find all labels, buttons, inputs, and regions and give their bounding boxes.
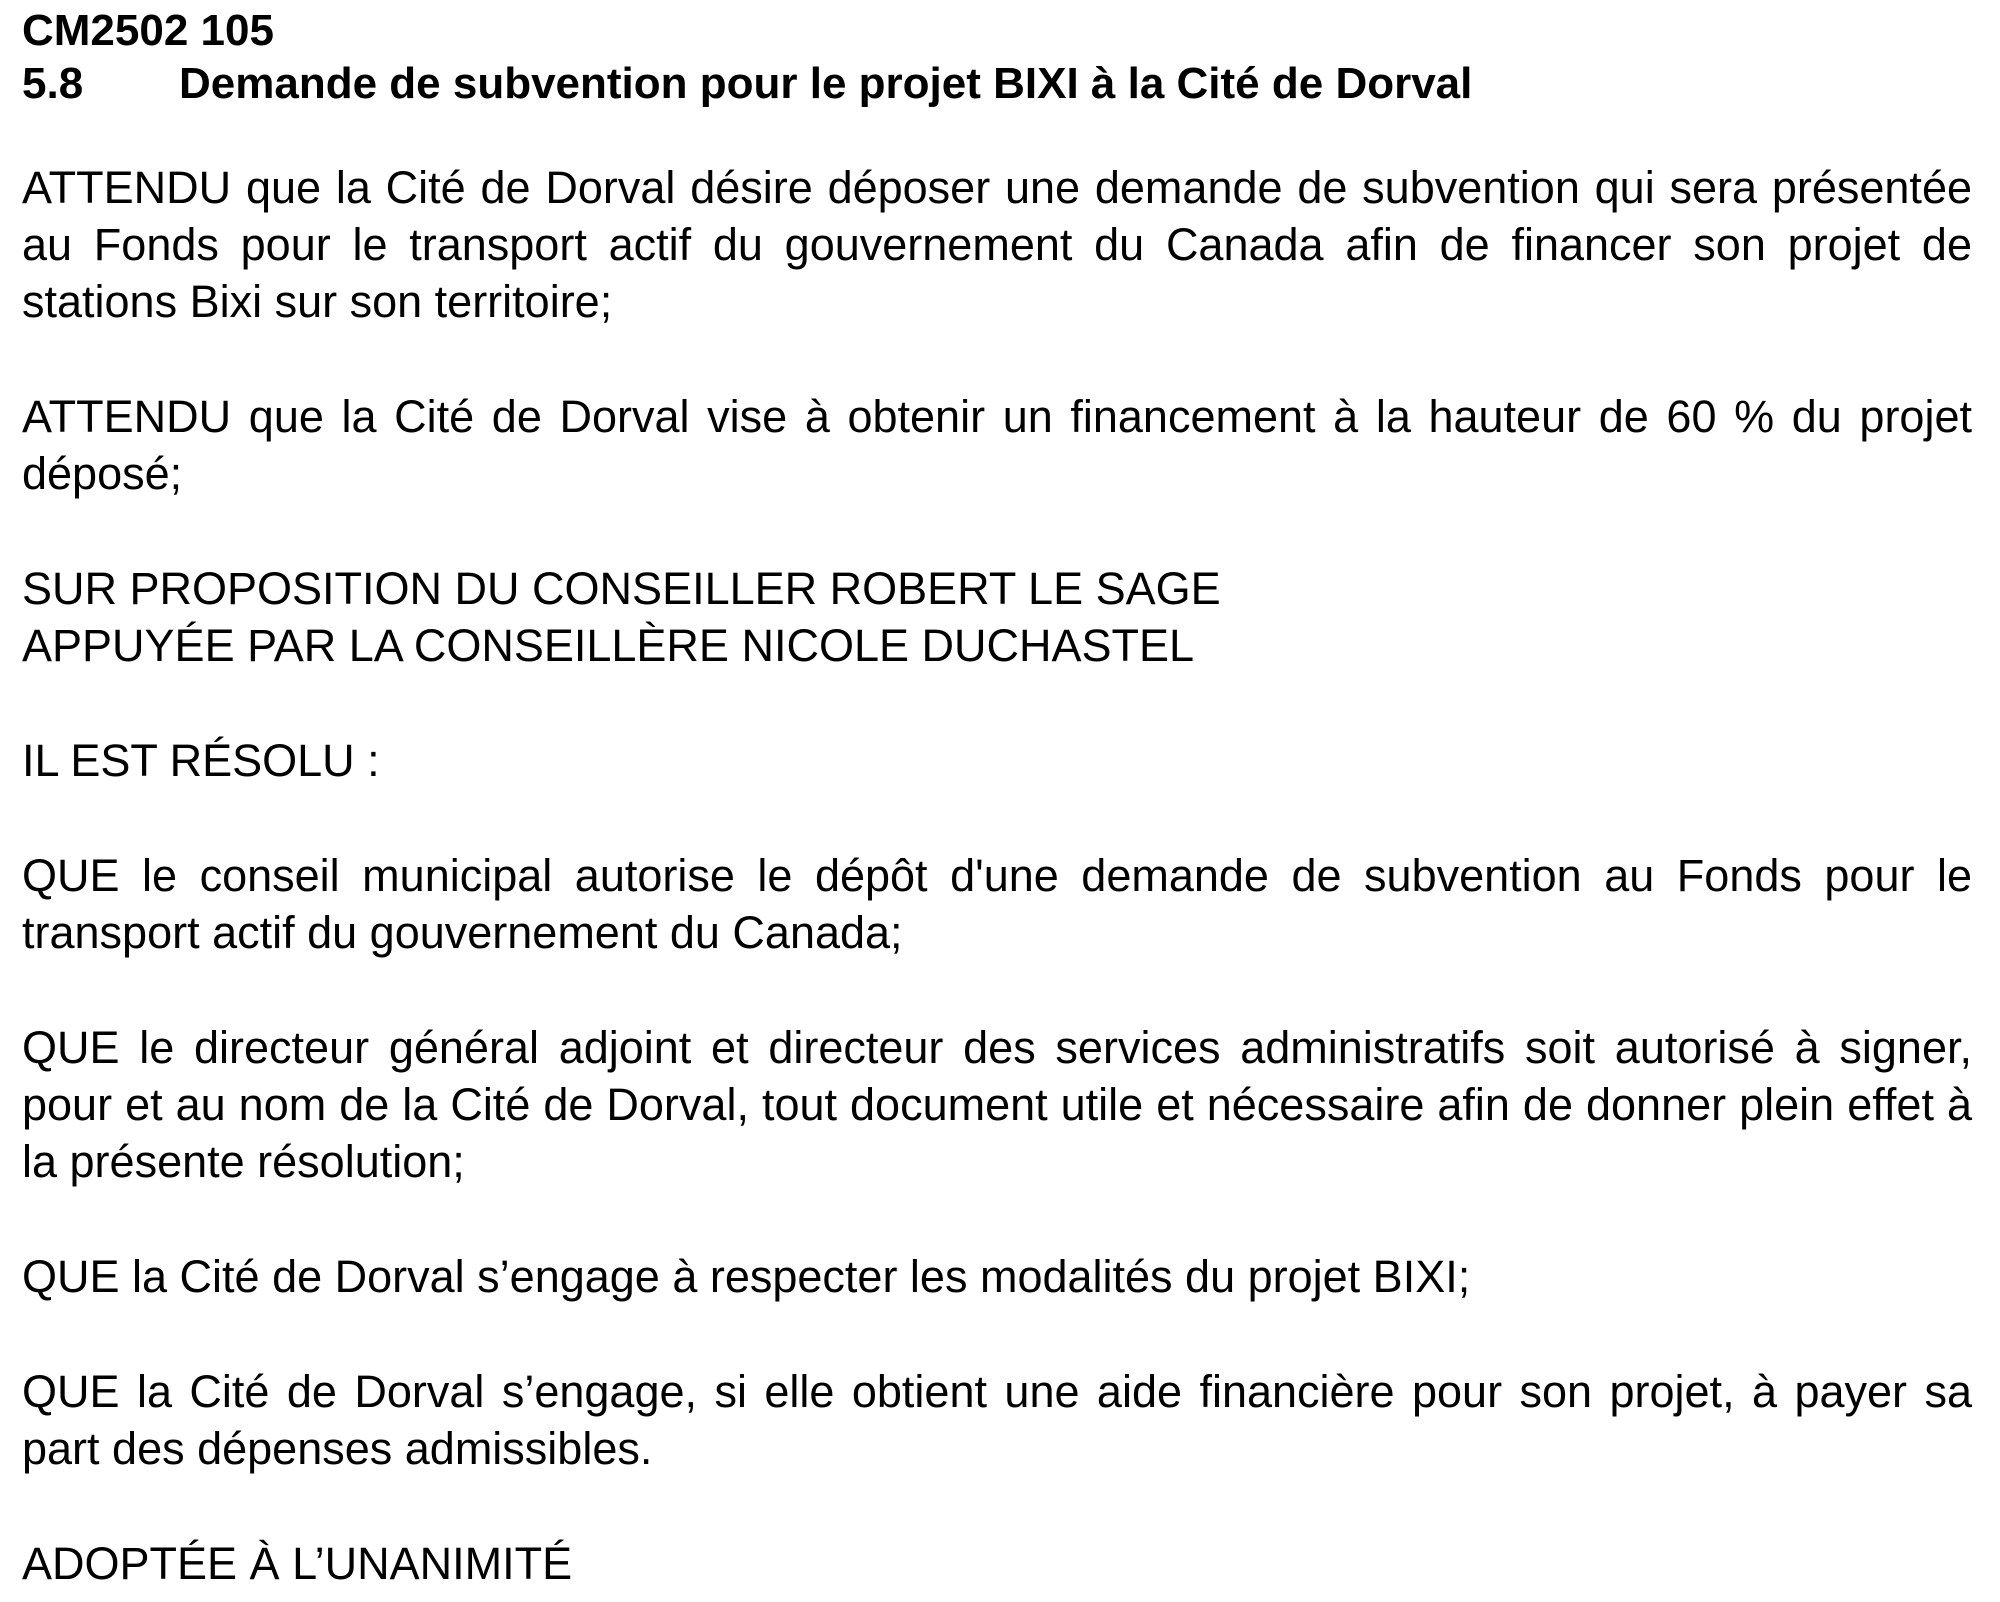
section-heading (22, 56, 1972, 112)
resolved-heading: IL EST RÉSOLU : (22, 735, 380, 786)
whereas-paragraph-2: ATTENDU que la Cité de Dorval vise à obtenir un financement à la hauteur de 60 % du projet déposé; (22, 391, 1972, 499)
whereas-paragraph-1: ATTENDU que la Cité de Dorval désire déposer une demande de subvention qui sera présentée au Fonds pour le transport actif du gouvernement du Canada afin de financer son projet de stations Bixi sur son territoire; (22, 162, 1972, 327)
resolution-clause-4: QUE la Cité de Dorval s’engage, si elle obtient une aide financière pour son projet, à payer sa part des dépenses admissibles. (22, 1366, 1972, 1474)
moved-by-line: SUR PROPOSITION DU CONSEILLER ROBERT LE SAGE (22, 563, 1221, 614)
document-page (22, 6, 1972, 1592)
motion-block (22, 560, 1972, 674)
resolution-clause-3: QUE la Cité de Dorval s’engage à respecter les modalités du projet BIXI; (22, 1251, 1471, 1302)
section-title: Demande de subvention pour le projet BIXI à la Cité de Dorval (179, 59, 1473, 108)
resolution-clause-2: QUE le directeur général adjoint et directeur des services administratifs soit autorisé à signer, pour et au nom de la Cité de Dorval, tout document utile et nécessaire afin de donner plein effet à la présente résolution; (22, 1022, 1972, 1187)
section-number: 5.8 (22, 59, 84, 108)
seconded-by-line: APPUYÉE PAR LA CONSEILLÈRE NICOLE DUCHASTEL (22, 620, 1195, 671)
resolution-reference: CM2502 105 (22, 6, 274, 55)
resolution-clause-1: QUE le conseil municipal autorise le dépôt d'une demande de subvention au Fonds pour le transport actif du gouvernement du Canada; (22, 850, 1972, 958)
adoption-statement: ADOPTÉE À L’UNANIMITÉ (22, 1538, 573, 1589)
